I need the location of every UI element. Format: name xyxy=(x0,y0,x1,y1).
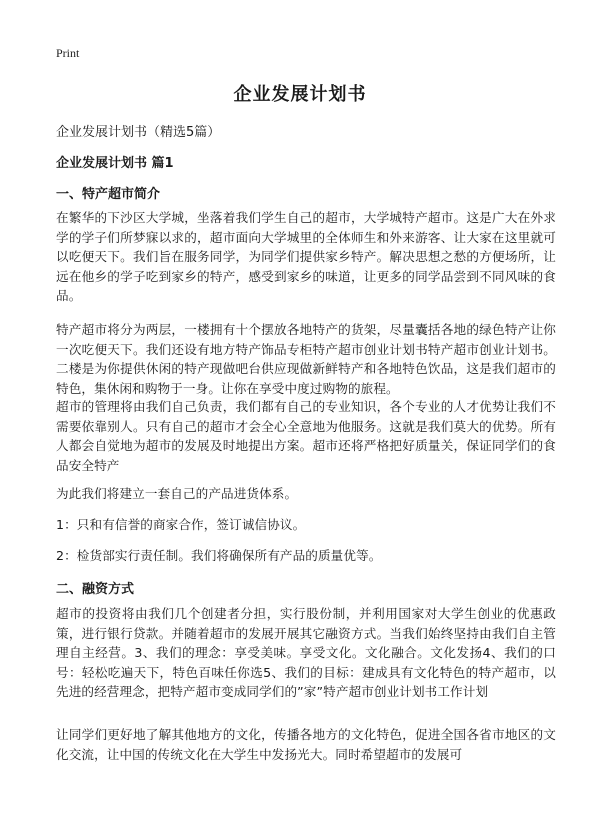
document-subtitle: 企业发展计划书（精选5篇） xyxy=(56,125,221,140)
page-title: 企业发展计划书 xyxy=(233,84,367,105)
paragraph: 让同学们更好地了解其他地方的文化，传播各地方的文化特色，促进全国各省市地区的文化交流，让中国的传统文化在大学生中发扬光大。同时希望超市的发展可 xyxy=(56,727,556,762)
section-heading-financing: 二、融资方式 xyxy=(56,582,135,597)
paragraph: 超市的投资将由我们几个创建者分担，实行股份制，并利用国家对大学生创业的优惠政策，进行银行贷款。并随着超市的发展开展其它融资方式。当我们始终坚持由我们自主管理自主经营。3、我们的理念：享受美味。享受文化。文化融合。文化发扬4、我们的口号：轻松吃遍天下，特色百味任你选5、我们的目标：建成具有文化特色的特产超市，以先进的经营理念，把特产超市变成同学们的”家”特产超市创业计划书工作计划 xyxy=(56,606,556,699)
paragraph: 超市的管理将由我们自己负责，我们都有自己的专业知识，各个专业的人才优势让我们不需要依靠别人。只有自己的超市才会全心全意地为他服务。这就是我们莫大的优势。所有人都会自觉地为超市的发展及时地提出方案。超市还将严格把好质量关，保证同学们的食品安全特产 xyxy=(56,399,556,473)
paragraph: 特产超市将分为两层，一楼拥有十个摆放各地特产的货架，尽量囊括各地的绿色特产让你一次吃便天下。我们还设有地方特产饰品专柜特产超市创业计划书特产超市创业计划书。二楼是为你提供休闲的特产现做吧台供应现做新鲜特产和各地特色饮品，这是我们超市的特色，集休闲和购物于一身。让你在享受中度过购物的旅程。 xyxy=(56,322,556,396)
print-link[interactable]: Print xyxy=(56,46,80,60)
list-item: 1：只和有信誉的商家合作，签订诚信协议。 xyxy=(56,517,306,532)
section-heading-intro: 一、特产超市简介 xyxy=(56,187,161,202)
paragraph: 在繁华的下沙区大学城，坐落着我们学生自己的超市，大学城特产超市。这是广大在外求学的学子们所梦寐以求的，超市面向大学城里的全体师生和外来游客、让大家在这里就可以吃便天下。我们旨在服务同学，为同学们提供家乡特产。解决思想之愁的方便场所，让远在他乡的学子吃到家乡的特产，感受到家乡的味道，让更多的同学品尝到不同风味的食品。 xyxy=(56,210,556,303)
article-title: 企业发展计划书 篇1 xyxy=(56,156,174,171)
paragraph: 为此我们将建立一套自己的产品进货体系。 xyxy=(56,486,298,501)
list-item: 2：检货部实行责任制。我们将确保所有产品的质量优等。 xyxy=(56,548,382,563)
